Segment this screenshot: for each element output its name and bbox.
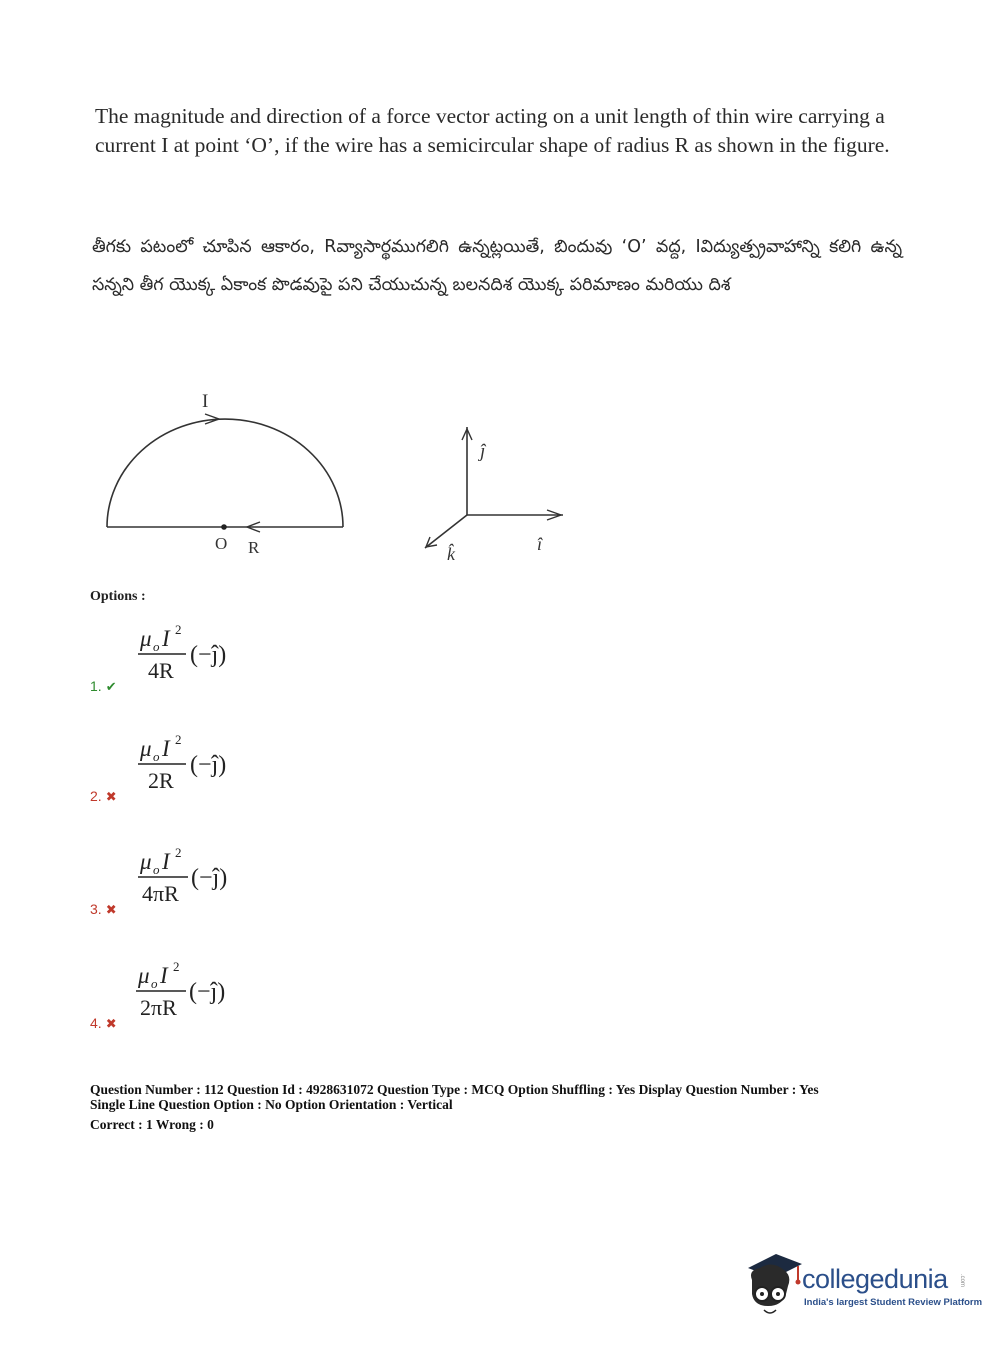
axis-j-label: ĵ <box>480 441 486 462</box>
collegedunia-logo <box>742 1250 983 1325</box>
svg-text:2: 2 <box>175 732 182 747</box>
svg-text:(−ĵ): (−ĵ) <box>190 752 227 778</box>
svg-text:2πR: 2πR <box>140 995 177 1020</box>
svg-text:o: o <box>153 862 160 877</box>
option-1-formula <box>136 620 256 685</box>
options-label: Options : <box>90 589 146 604</box>
question-figure <box>95 385 585 570</box>
svg-text:2: 2 <box>175 622 182 637</box>
metadata-line-2: Single Line Question Option : No Option Orientation : Vertical <box>90 1097 453 1112</box>
option-3-formula <box>136 843 256 908</box>
correct-check-icon: ✔ <box>105 679 117 694</box>
axis-k-label: k̂ <box>447 544 455 564</box>
svg-text:I: I <box>162 849 170 874</box>
svg-text:μ: μ <box>140 626 152 651</box>
radius-label: R <box>248 538 260 557</box>
question-text-english: The magnitude and direction of a force vector acting on a unit length of thin wire carrying a current I at point ‘O’, if the wire has a semicircular shape of radius R as shown in the figure. <box>95 104 890 157</box>
option-3-number: 3. ✖ <box>90 901 117 917</box>
svg-text:I: I <box>162 736 170 761</box>
current-label: I <box>202 391 209 412</box>
axis-i-label: î <box>537 534 543 554</box>
svg-text:(−ĵ): (−ĵ) <box>191 865 228 891</box>
option-2-number: 2. ✖ <box>90 788 117 804</box>
svg-text:μ: μ <box>140 736 152 761</box>
wrong-cross-icon: ✖ <box>105 1016 117 1031</box>
option-1-number: 1. ✔ <box>90 678 117 694</box>
point-o-dot <box>221 524 227 530</box>
score-line: Correct : 1 Wrong : 0 <box>90 1117 214 1132</box>
logo-wordmark: collegedunia <box>802 1264 948 1294</box>
svg-text:o: o <box>153 639 160 654</box>
svg-text:2: 2 <box>173 959 180 974</box>
question-metadata <box>90 1082 910 1112</box>
option-4-number: 4. ✖ <box>90 1015 117 1031</box>
svg-text:I: I <box>160 963 168 988</box>
svg-text:I: I <box>162 626 170 651</box>
svg-text:4R: 4R <box>148 658 174 683</box>
logo-tagline: India's largest Student Review Platform <box>804 1297 983 1308</box>
point-o-label: O <box>215 534 228 553</box>
question-text-telugu: తీగకు పటంలో చూపిన ఆకారం, Rవ్యాసార్థముగలిగి ఉన్నట్లయితే, బిందువు ‘O’ వద్ద, Iవిద్యుత్ప్రవాహాన్ని కలిగి ఉన్న సన్నని తీగ యొక్క ఏకాంక పొడవుపై పని చేయుచున్న బలనదిశ యొక్క పరిమాణం మరియు దిశ <box>92 237 902 295</box>
metadata-line-1: Question Number : 112 Question Id : 4928631072 Question Type : MCQ Option Shuffling : Yes Display Question Number : Yes <box>90 1082 819 1097</box>
option-4-formula <box>136 957 256 1022</box>
svg-text:o: o <box>153 749 160 764</box>
svg-text:o: o <box>151 976 158 991</box>
semicircle-wire <box>107 419 343 527</box>
svg-text:2R: 2R <box>148 768 174 793</box>
mascot-icon <box>742 1250 804 1325</box>
option-2-formula <box>136 730 256 795</box>
wrong-cross-icon: ✖ <box>105 789 117 804</box>
svg-text:2: 2 <box>175 845 182 860</box>
logo-domain-suffix: .com <box>959 1274 965 1288</box>
svg-text:(−ĵ): (−ĵ) <box>190 642 227 668</box>
svg-text:4πR: 4πR <box>142 881 179 906</box>
svg-text:(−ĵ): (−ĵ) <box>189 979 226 1005</box>
svg-text:μ: μ <box>140 849 152 874</box>
svg-text:μ: μ <box>138 963 150 988</box>
wrong-cross-icon: ✖ <box>105 902 117 917</box>
axis-k-line <box>425 515 467 548</box>
